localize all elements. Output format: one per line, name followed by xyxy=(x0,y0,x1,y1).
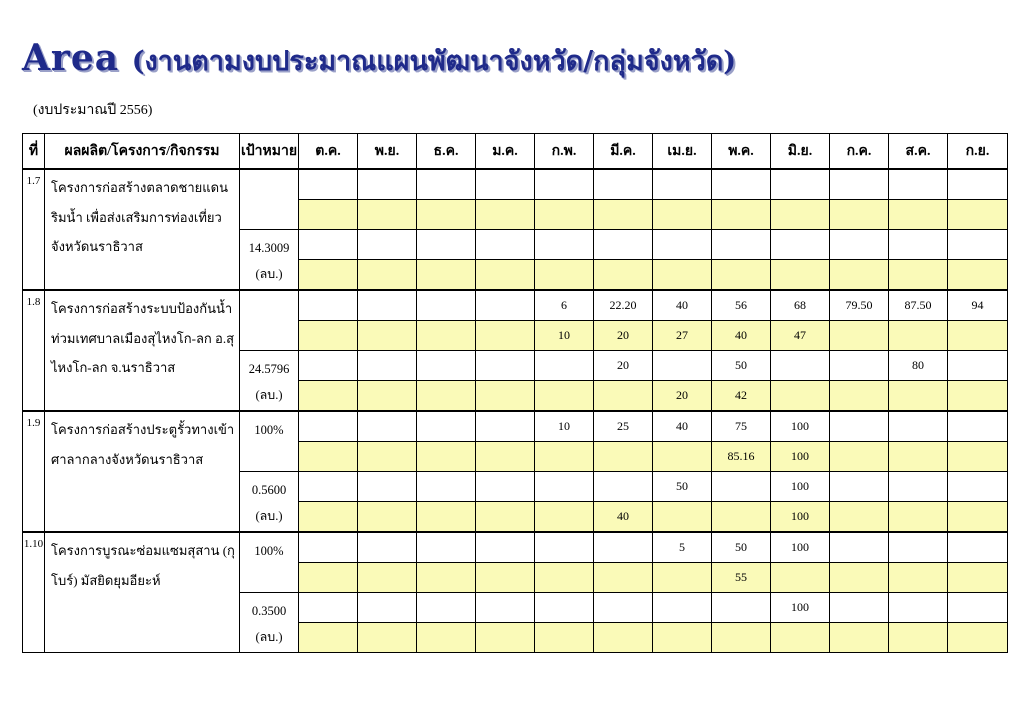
month-cell xyxy=(594,260,653,291)
col-month: ก.ย. xyxy=(948,134,1008,170)
month-cell xyxy=(476,532,535,563)
col-month: ก.พ. xyxy=(535,134,594,170)
month-cell xyxy=(594,623,653,653)
target-budget xyxy=(240,351,299,412)
col-month: ธ.ค. xyxy=(417,134,476,170)
month-cell xyxy=(358,230,417,260)
target-value: 100% xyxy=(240,532,299,593)
month-cell: 85.16 xyxy=(712,442,771,472)
month-cell xyxy=(771,200,830,230)
project-number: 1.9 xyxy=(23,411,45,532)
plan-row xyxy=(23,290,1008,321)
month-cell: 100 xyxy=(771,442,830,472)
project-block xyxy=(23,290,1008,411)
plan-row xyxy=(23,169,1008,200)
month-cell xyxy=(417,321,476,351)
month-cell xyxy=(948,532,1008,563)
month-cell xyxy=(653,502,712,533)
month-cell xyxy=(535,381,594,412)
month-cell xyxy=(358,442,417,472)
month-cell xyxy=(653,169,712,200)
month-cell xyxy=(830,532,889,563)
month-cell: 20 xyxy=(653,381,712,412)
month-cell xyxy=(653,260,712,291)
project-number: 1.7 xyxy=(23,169,45,290)
month-cell xyxy=(948,442,1008,472)
month-cell xyxy=(358,381,417,412)
month-cell xyxy=(830,351,889,381)
month-cell xyxy=(535,472,594,502)
month-cell xyxy=(771,260,830,291)
month-cell xyxy=(830,593,889,623)
month-cell xyxy=(948,260,1008,291)
month-cell xyxy=(535,623,594,653)
month-cell xyxy=(358,532,417,563)
month-cell xyxy=(299,442,358,472)
budget-amount: 0.3500 xyxy=(251,604,287,618)
month-cell xyxy=(653,442,712,472)
month-cell: 80 xyxy=(889,351,948,381)
month-cell xyxy=(476,260,535,291)
month-cell: 27 xyxy=(653,321,712,351)
month-cell xyxy=(358,472,417,502)
month-cell xyxy=(417,200,476,230)
month-cell xyxy=(712,169,771,200)
col-no: ที่ xyxy=(23,134,45,170)
month-cell xyxy=(476,623,535,653)
month-cell xyxy=(653,351,712,381)
month-cell: 42 xyxy=(712,381,771,412)
month-cell xyxy=(889,472,948,502)
month-cell xyxy=(417,260,476,291)
month-cell xyxy=(889,321,948,351)
project-block xyxy=(23,169,1008,290)
month-cell: 20 xyxy=(594,351,653,381)
month-cell xyxy=(830,563,889,593)
budget-amount: 24.5796 xyxy=(248,362,290,376)
month-cell xyxy=(535,563,594,593)
month-cell xyxy=(771,623,830,653)
month-cell xyxy=(299,502,358,533)
month-cell: 40 xyxy=(653,290,712,321)
month-cell xyxy=(535,532,594,563)
month-cell xyxy=(948,230,1008,260)
month-cell xyxy=(771,381,830,412)
month-cell xyxy=(594,169,653,200)
month-cell: 50 xyxy=(712,532,771,563)
month-cell xyxy=(771,563,830,593)
month-cell xyxy=(830,230,889,260)
month-cell xyxy=(889,381,948,412)
budget-unit: (ลบ.) xyxy=(255,388,283,402)
project-name: โครงการก่อสร้างระบบป้องกันน้ำท่วมเทศบาลเมืองสุไหงโก-ลก อ.สุไหงโก-ลก จ.นราธิวาส xyxy=(45,290,240,411)
project-number: 1.8 xyxy=(23,290,45,411)
month-cell xyxy=(417,563,476,593)
month-cell xyxy=(948,593,1008,623)
month-cell xyxy=(594,532,653,563)
month-cell xyxy=(299,290,358,321)
month-cell xyxy=(417,623,476,653)
month-cell: 6 xyxy=(535,290,594,321)
month-cell xyxy=(476,169,535,200)
budget-year: (งบประมาณปี 2556) xyxy=(33,103,153,118)
budget-amount: 14.3009 xyxy=(248,241,290,255)
month-cell xyxy=(417,442,476,472)
project-number: 1.10 xyxy=(23,532,45,653)
month-cell xyxy=(889,442,948,472)
title-sub: (งานตามงบประมาณแผนพัฒนาจังหวัด/กลุ่มจังหวัด) xyxy=(131,46,737,77)
month-cell xyxy=(830,502,889,533)
month-cell: 50 xyxy=(712,351,771,381)
month-cell xyxy=(653,623,712,653)
col-month: ต.ค. xyxy=(299,134,358,170)
month-cell xyxy=(299,260,358,291)
month-cell: 68 xyxy=(771,290,830,321)
month-cell xyxy=(712,472,771,502)
month-cell: 100 xyxy=(771,532,830,563)
month-cell xyxy=(535,593,594,623)
col-month: ก.ค. xyxy=(830,134,889,170)
month-cell xyxy=(299,472,358,502)
month-cell xyxy=(358,351,417,381)
month-cell xyxy=(476,502,535,533)
target-budget xyxy=(240,593,299,653)
month-cell: 55 xyxy=(712,563,771,593)
month-cell xyxy=(889,169,948,200)
month-cell xyxy=(653,200,712,230)
month-cell xyxy=(299,411,358,442)
month-cell xyxy=(594,381,653,412)
budget-unit: (ลบ.) xyxy=(255,267,283,281)
month-cell xyxy=(417,381,476,412)
month-cell xyxy=(358,563,417,593)
month-cell xyxy=(299,532,358,563)
col-month: ม.ค. xyxy=(476,134,535,170)
month-cell xyxy=(417,169,476,200)
month-cell xyxy=(476,593,535,623)
col-month: มิ.ย. xyxy=(771,134,830,170)
month-cell xyxy=(830,381,889,412)
month-cell xyxy=(830,321,889,351)
month-cell xyxy=(535,502,594,533)
month-cell xyxy=(948,169,1008,200)
month-cell xyxy=(771,351,830,381)
month-cell: 10 xyxy=(535,321,594,351)
project-block xyxy=(23,411,1008,532)
month-cell: 100 xyxy=(771,593,830,623)
month-cell xyxy=(476,442,535,472)
month-cell xyxy=(476,563,535,593)
month-cell xyxy=(535,351,594,381)
month-cell xyxy=(889,593,948,623)
month-cell xyxy=(889,563,948,593)
month-cell xyxy=(358,321,417,351)
month-cell xyxy=(948,472,1008,502)
month-cell xyxy=(830,200,889,230)
month-cell: 5 xyxy=(653,532,712,563)
month-cell xyxy=(417,472,476,502)
month-cell xyxy=(476,381,535,412)
month-cell xyxy=(948,321,1008,351)
month-cell xyxy=(358,260,417,291)
month-cell xyxy=(299,623,358,653)
budget-unit: (ลบ.) xyxy=(255,630,283,644)
month-cell xyxy=(594,200,653,230)
month-cell xyxy=(830,623,889,653)
month-cell xyxy=(948,351,1008,381)
month-cell xyxy=(889,260,948,291)
month-cell xyxy=(358,169,417,200)
month-cell xyxy=(535,169,594,200)
month-cell: 100 xyxy=(771,472,830,502)
month-cell xyxy=(417,502,476,533)
month-cell xyxy=(535,442,594,472)
month-cell xyxy=(712,230,771,260)
month-cell xyxy=(889,623,948,653)
month-cell xyxy=(476,321,535,351)
month-cell xyxy=(299,563,358,593)
month-cell xyxy=(771,230,830,260)
month-cell xyxy=(299,351,358,381)
month-cell: 40 xyxy=(653,411,712,442)
month-cell xyxy=(417,290,476,321)
month-cell: 87.50 xyxy=(889,290,948,321)
month-cell xyxy=(889,230,948,260)
project-name: โครงการก่อสร้างประตูรั้วทางเข้าศาลากลางจังหวัดนราธิวาส xyxy=(45,411,240,532)
month-cell xyxy=(358,593,417,623)
month-cell xyxy=(948,411,1008,442)
month-cell xyxy=(948,563,1008,593)
col-month: เม.ย. xyxy=(653,134,712,170)
month-cell xyxy=(476,472,535,502)
month-cell xyxy=(476,411,535,442)
month-cell xyxy=(358,290,417,321)
month-cell xyxy=(358,623,417,653)
month-cell: 40 xyxy=(594,502,653,533)
month-cell xyxy=(594,230,653,260)
target-value xyxy=(240,290,299,351)
month-cell xyxy=(299,169,358,200)
month-cell xyxy=(417,411,476,442)
month-cell xyxy=(594,442,653,472)
col-project: ผลผลิต/โครงการ/กิจกรรม xyxy=(45,134,240,170)
month-cell xyxy=(476,200,535,230)
month-cell xyxy=(830,411,889,442)
project-name: โครงการก่อสร้างตลาดชายแดนริมน้ำ เพื่อส่งเสริมการท่องเที่ยว จังหวัดนราธิวาส xyxy=(45,169,240,290)
month-cell xyxy=(417,532,476,563)
col-target: เป้าหมาย xyxy=(240,134,299,170)
month-cell xyxy=(417,351,476,381)
month-cell xyxy=(358,502,417,533)
month-cell xyxy=(948,200,1008,230)
month-cell xyxy=(712,593,771,623)
month-cell xyxy=(948,623,1008,653)
month-cell xyxy=(299,381,358,412)
page-title xyxy=(22,38,736,82)
month-cell xyxy=(299,200,358,230)
target-value xyxy=(240,169,299,230)
col-month: พ.ย. xyxy=(358,134,417,170)
month-cell xyxy=(299,230,358,260)
budget-unit: (ลบ.) xyxy=(255,509,283,523)
month-cell xyxy=(535,230,594,260)
budget-amount: 0.5600 xyxy=(251,483,287,497)
month-cell xyxy=(948,381,1008,412)
month-cell xyxy=(830,442,889,472)
month-cell xyxy=(417,593,476,623)
month-cell: 25 xyxy=(594,411,653,442)
month-cell: 40 xyxy=(712,321,771,351)
month-cell xyxy=(358,411,417,442)
month-cell: 20 xyxy=(594,321,653,351)
month-cell xyxy=(712,623,771,653)
month-cell xyxy=(417,230,476,260)
plan-table xyxy=(22,133,1008,653)
col-month: พ.ค. xyxy=(712,134,771,170)
target-budget xyxy=(240,472,299,533)
month-cell xyxy=(594,563,653,593)
month-cell xyxy=(653,230,712,260)
month-cell xyxy=(771,169,830,200)
month-cell xyxy=(476,351,535,381)
month-cell xyxy=(476,230,535,260)
month-cell xyxy=(594,472,653,502)
header-row xyxy=(23,134,1008,170)
month-cell xyxy=(476,290,535,321)
month-cell: 56 xyxy=(712,290,771,321)
month-cell xyxy=(948,502,1008,533)
plan-row xyxy=(23,532,1008,563)
month-cell xyxy=(299,593,358,623)
month-cell xyxy=(889,532,948,563)
month-cell xyxy=(535,260,594,291)
month-cell: 79.50 xyxy=(830,290,889,321)
project-name: โครงการบูรณะซ่อมแซมสุสาน (กุโบร์) มัสยิดยุมอียะห์ xyxy=(45,532,240,653)
month-cell xyxy=(889,502,948,533)
month-cell: 94 xyxy=(948,290,1008,321)
month-cell xyxy=(830,260,889,291)
target-value: 100% xyxy=(240,411,299,472)
col-month: ส.ค. xyxy=(889,134,948,170)
month-cell xyxy=(299,321,358,351)
month-cell: 10 xyxy=(535,411,594,442)
month-cell: 22.20 xyxy=(594,290,653,321)
project-block xyxy=(23,532,1008,653)
month-cell: 50 xyxy=(653,472,712,502)
month-cell xyxy=(653,563,712,593)
col-month: มี.ค. xyxy=(594,134,653,170)
target-budget xyxy=(240,230,299,291)
month-cell xyxy=(830,169,889,200)
month-cell xyxy=(653,593,712,623)
month-cell: 100 xyxy=(771,411,830,442)
month-cell xyxy=(889,411,948,442)
month-cell: 100 xyxy=(771,502,830,533)
month-cell xyxy=(712,200,771,230)
month-cell xyxy=(712,260,771,291)
month-cell: 75 xyxy=(712,411,771,442)
month-cell xyxy=(594,593,653,623)
month-cell: 47 xyxy=(771,321,830,351)
title-main: Area xyxy=(22,37,120,79)
month-cell xyxy=(358,200,417,230)
month-cell xyxy=(889,200,948,230)
month-cell xyxy=(535,200,594,230)
plan-row xyxy=(23,411,1008,442)
month-cell xyxy=(830,472,889,502)
month-cell xyxy=(712,502,771,533)
